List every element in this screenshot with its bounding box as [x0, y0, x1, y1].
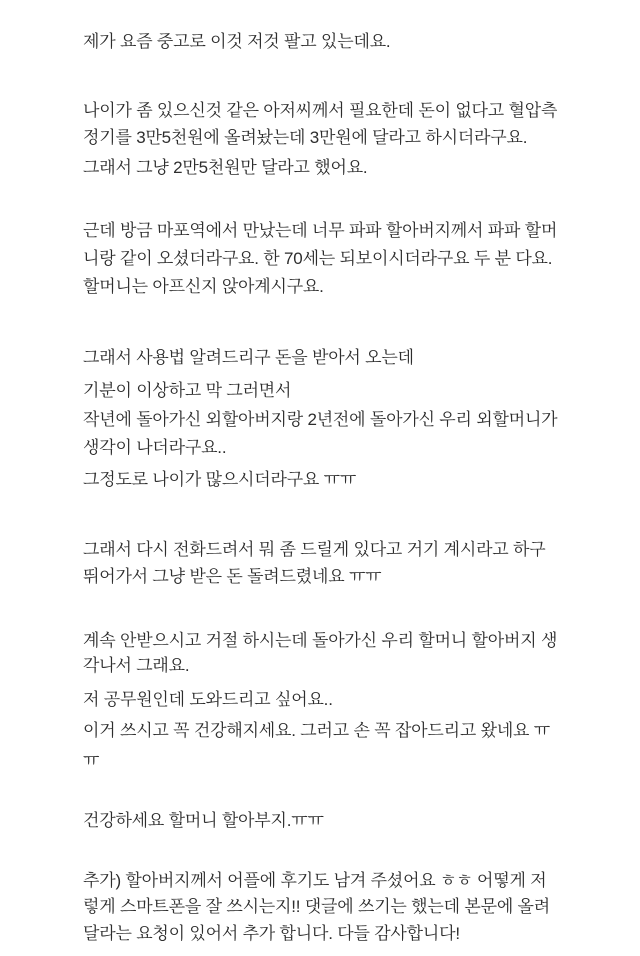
- text-line: 이거 쓰시고 꼭 건강해지세요. 그러고 손 꼭 잡아드리고 왔네요 ㅠ: [83, 721, 551, 740]
- text-line: 그래서 사용법 알려드리구 돈을 받아서 오는데: [83, 348, 414, 367]
- text-line: 저 공무원인데 도와드리고 싶어요..: [83, 690, 333, 709]
- text-line: 계속 안받으시고 거절 하시는데 돌아가신 우리 할머니 할아버지 생: [83, 631, 558, 650]
- text-line: 추가) 할아버지께서 어플에 후기도 남겨 주셨어요 ㅎㅎ 어떻게 저: [83, 871, 547, 890]
- text-line: 각나서 그래요.: [83, 656, 190, 675]
- text-line: 그정도로 나이가 많으시더라구요 ㅠㅠ: [83, 470, 357, 489]
- text-line: 달라는 요청이 있어서 추가 합니다. 다들 감사합니다!: [83, 924, 460, 943]
- text-line: 그래서 다시 전화드려서 뭐 좀 드릴게 있다고 거기 계시라고 하구: [83, 540, 546, 559]
- text-line: 정기를 3만5천원에 올려놨는데 3만원에 달라고 하시더라구요.: [83, 128, 528, 147]
- text-line: ㅠ: [83, 751, 100, 770]
- text-line: 기분이 이상하고 막 그러면서: [83, 381, 292, 400]
- text-line: 근데 방금 마포역에서 만났는데 너무 파파 할아버지께서 파파 할머: [83, 221, 558, 240]
- text-line: 할머니는 아프신지 앉아계시구요.: [83, 277, 324, 296]
- text-line: 니랑 같이 오셨더라구요. 한 70세는 되보이시더라구요 두 분 다요.: [83, 249, 553, 268]
- text-line: 그래서 그냥 2만5천원만 달라고 했어요.: [83, 158, 368, 177]
- text-line: 건강하세요 할머니 할아부지.ㅠㅠ: [83, 811, 324, 830]
- text-line: 나이가 좀 있으신것 같은 아저씨께서 필요한데 돈이 없다고 혈압측: [83, 101, 558, 120]
- text-line: 생각이 나더라구요..: [83, 438, 227, 457]
- text-line: 렇게 스마트폰을 잘 쓰시는지!! 댓글에 쓰기는 했는데 본문에 올려: [83, 897, 551, 916]
- text-line: 작년에 돌아가신 외할아버지랑 2년전에 돌아가신 우리 외할머니가: [83, 410, 558, 429]
- text-line: 뛰어가서 그냥 받은 돈 돌려드렸네요 ㅠㅠ: [83, 567, 382, 586]
- text-line: 제가 요즘 중고로 이것 저것 팔고 있는데요.: [83, 32, 391, 51]
